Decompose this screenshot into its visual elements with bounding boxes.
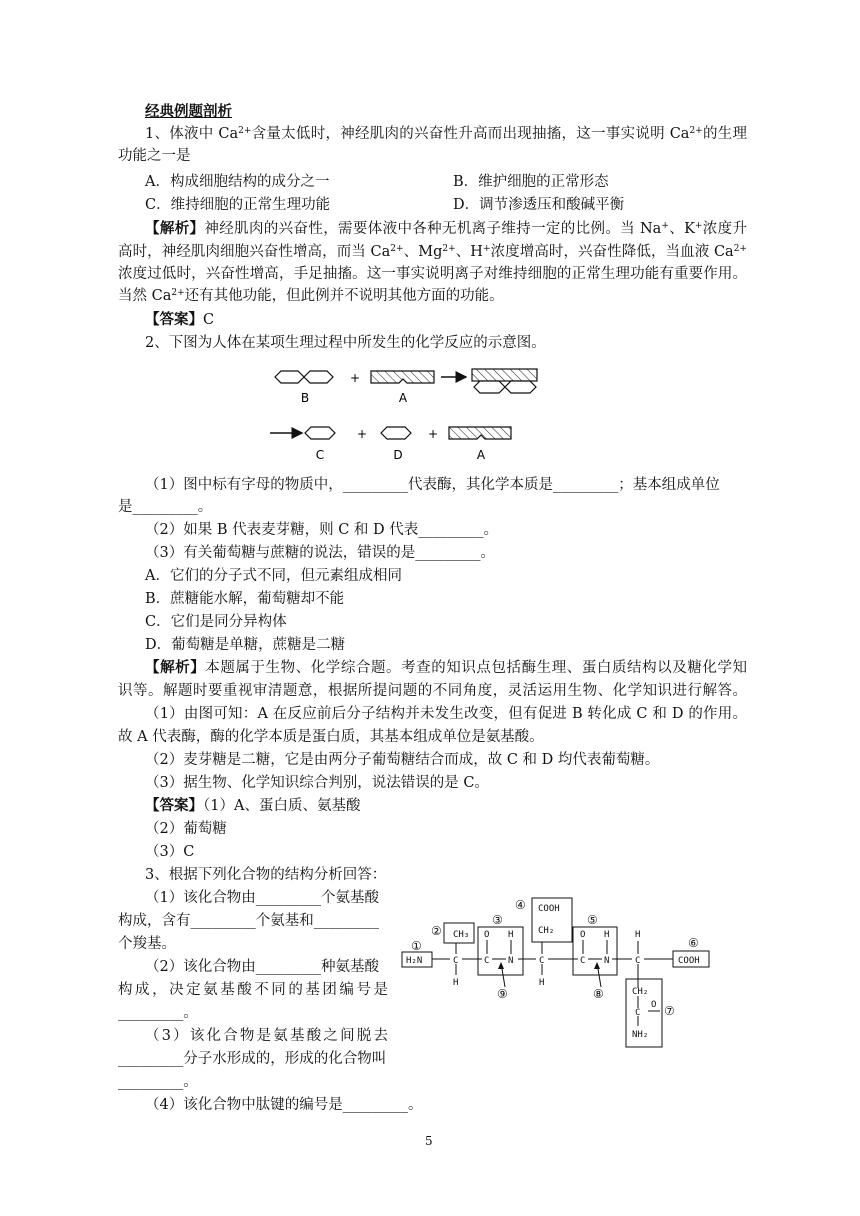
substrate-b-shape: [275, 371, 333, 383]
marker-9: ⑨: [497, 987, 508, 1001]
q3-sub2-line-1: （2）该化合物由_________种氨基酸: [145, 959, 379, 975]
atom-c5: C: [635, 956, 641, 966]
q3-sub4: （4）该化合物中肽键的编号是_________。: [145, 1097, 423, 1113]
marker-2: ②: [431, 924, 442, 938]
q2-analysis-line-1: 【解析】本题属于生物、化学综合题。考查的知识点包括酶生理、蛋白质结构以及糖化学知: [145, 659, 748, 676]
plus-2: +: [356, 427, 368, 441]
q1-analysis-line-4: 当然 $Ca^{2+}$还有其他功能，但此例并不说明其他方面的功能。: [118, 288, 504, 304]
atom-h3: H: [539, 978, 545, 988]
label-a-1: A: [398, 391, 408, 405]
q3-sub1-line-3: 个羧基。: [118, 936, 176, 952]
product-d-shape: [381, 427, 411, 439]
plus-3: +: [427, 427, 439, 441]
label-d: D: [393, 448, 403, 462]
atom-h1: H: [453, 978, 459, 988]
q2-answer-3: （3）C: [145, 844, 195, 860]
label-c: C: [315, 448, 325, 462]
atom-n1: N: [508, 956, 514, 966]
marker-8: ⑧: [593, 987, 604, 1001]
q2-option-a: A．它们的分子式不同，但元素组成相同: [145, 568, 402, 584]
q2-analysis-line-3: （1）由图可知：A 在反应前后分子结构并未发生改变，但有促进 B 转化成 C 和 D 的作用。: [145, 706, 747, 722]
q3-sub2-line-2: 构成，决定氨基酸不同的基团编号是: [118, 982, 388, 998]
atom-h2: H: [508, 930, 514, 940]
label-a-2: A: [476, 448, 486, 462]
q1-option-a: A．构成细胞结构的成分之一: [145, 174, 330, 190]
q2-sub2: （2）如果 B 代表麦芽糖，则 C 和 D 代表_________。: [145, 522, 499, 538]
arrow-9-head: [498, 962, 504, 969]
q3-sub3-line-2: _________分子水形成的，形成的化合物叫: [118, 1051, 387, 1067]
marker-6: ⑥: [688, 936, 699, 950]
atom-o2: O: [580, 930, 586, 940]
q1-option-c: C．维持细胞的正常生理功能: [145, 197, 331, 213]
q2-stem: 2、下图为人体在某项生理过程中所发生的化学反应的示意图。: [145, 335, 546, 351]
marker-1: ①: [411, 939, 422, 953]
q1-option-b: B．维护细胞的正常形态: [453, 174, 609, 190]
section-title: 经典例题剖析: [145, 103, 232, 120]
enzyme-reaction-diagram: [265, 362, 565, 467]
plus-1: +: [349, 371, 361, 385]
atom-o3: O: [651, 1000, 657, 1010]
atom-o1: O: [484, 930, 490, 940]
q3-sub3-line-1: （3）该化合物是氨基酸之间脱去: [145, 1028, 388, 1044]
q2-sub3: （3）有关葡萄糖与蔗糖的说法，错误的是_________。: [145, 545, 495, 561]
marker-3: ③: [492, 913, 503, 927]
q2-sub1-line-1: （1）图中标有字母的物质中，_________代表酶，其化学本质是_________；基本组成单位: [145, 477, 720, 493]
q2-analysis-line-4: 故 A 代表酶，酶的化学本质是蛋白质，其基本组成单位是氨基酸。: [118, 729, 544, 745]
arrow-8-head: [594, 962, 600, 969]
q2-answer-1: 【答案】（1）A、蛋白质、氨基酸: [145, 797, 361, 814]
atom-c3: C: [539, 956, 545, 966]
q2-option-d: D．葡萄糖是单糖，蔗糖是二糖: [145, 637, 346, 653]
q3-sub1-line-1: （1）该化合物由_________个氨基酸: [145, 890, 379, 906]
atom-c6: C: [635, 1008, 641, 1018]
product-c-shape: [305, 427, 335, 439]
atom-c4: C: [580, 956, 586, 966]
q1-line-1: 1、体液中 $Ca^{2+}$含量太低时，神经肌肉的兴奋性升高而出现抽搐，这一事实说明 $Ca^{2+}$的生理: [145, 126, 748, 142]
page-number: 5: [425, 1134, 433, 1148]
nh2-label: NH₂: [632, 1030, 649, 1040]
marker-4: ④: [515, 898, 526, 912]
q2-option-b: B．蔗糖能水解，葡萄糖却不能: [145, 591, 345, 607]
q2-analysis-line-2: 识等。解题时要重视审清题意，根据所提问题的不同角度，灵活运用生物、化学知识进行解答。: [118, 683, 747, 699]
q1-analysis-line-2: 高时，神经肌肉细胞兴奋性增高，而当 $Ca^{2+}$、$Mg^{2+}$、H+浓度增高时，兴奋性降低，当血液 $Ca^{2+}$: [118, 244, 747, 260]
label-b: B: [300, 391, 310, 405]
cooh-label-1: COOH: [538, 904, 560, 914]
atom-c1: C: [453, 956, 459, 966]
q3-sub1-line-2: 构成，含有_________个氨基和_________: [118, 913, 379, 929]
peptide-structure-diagram: [398, 893, 738, 1053]
q2-analysis-line-5: （2）麦芽糖是二糖，它是由两分子葡萄糖结合而成，故 C 和 D 均代表葡萄糖。: [145, 752, 660, 768]
ch2-label-2: CH₂: [632, 987, 649, 997]
enzyme-substrate-complex-shape: [472, 369, 537, 393]
marker-7: ⑦: [664, 1004, 675, 1018]
atom-n2: N: [604, 956, 610, 966]
h2n-label: H₂N: [406, 956, 423, 966]
marker-5: ⑤: [587, 913, 598, 927]
q2-sub1-line-2: 是_________。: [118, 499, 213, 515]
ch2-label-1: CH₂: [538, 926, 555, 936]
q2-answer-2: （2）葡萄糖: [145, 821, 227, 837]
q3-stem: 3、根据下列化合物的结构分析回答：: [145, 867, 387, 883]
cooh-label-2: COOH: [678, 956, 700, 966]
q3-sub2-line-3: _________。: [118, 1005, 198, 1021]
q3-sub3-line-3: _________。: [118, 1074, 198, 1090]
q1-line-2: 功能之一是: [118, 148, 191, 164]
enzyme-a-shape: [371, 371, 434, 383]
q2-analysis-line-6: （3）据生物、化学知识综合判别，说法错误的是 C。: [145, 775, 489, 791]
q1-answer: 【答案】C: [145, 311, 215, 328]
ch3-label: CH₃: [453, 930, 470, 940]
atom-c2: C: [484, 956, 490, 966]
atom-h4: H: [604, 930, 610, 940]
enzyme-a-shape-2: [449, 427, 511, 439]
q1-analysis-line-3: 浓度过低时，兴奋性增高，手足抽搐。这一事实说明离子对维持细胞的正常生理功能有重要作用。: [118, 266, 747, 282]
q2-option-c: C．它们是同分异构体: [145, 614, 287, 630]
q1-option-d: D．调节渗透压和酸碱平衡: [453, 197, 625, 213]
atom-h5: H: [635, 930, 641, 940]
q1-analysis-line-1: 【解析】神经肌肉的兴奋性，需要体液中各种无机离子维持一定的比例。当 Na+、K+浓度升: [145, 220, 747, 237]
